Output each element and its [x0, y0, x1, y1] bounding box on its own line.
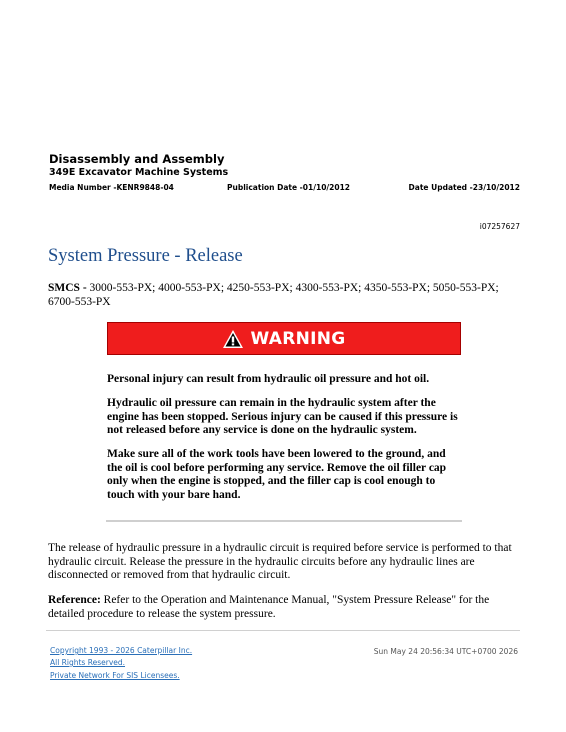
warning-label: WARNING	[250, 328, 346, 349]
reference-text: Refer to the Operation and Maintenance Manual, "System Pressure Release" for the detailed procedure to release the system pressure.	[48, 594, 490, 620]
publication-date: Publication Date -01/10/2012	[227, 183, 351, 192]
copyright-link[interactable]: Copyright 1993 - 2026 Caterpillar Inc.	[50, 646, 193, 655]
network-link[interactable]: Private Network For SIS Licensees.	[50, 671, 180, 680]
document-id: i07257627	[479, 222, 520, 231]
footer-rights	[50, 658, 125, 667]
footer-divider	[46, 630, 520, 631]
reference-paragraph	[48, 594, 520, 621]
warning-divider	[106, 520, 462, 522]
smcs-codes	[48, 281, 518, 309]
document-meta-row	[49, 183, 520, 195]
page-title: System Pressure - Release	[48, 246, 243, 266]
date-updated: Date Updated -23/10/2012	[408, 183, 520, 192]
smcs-label: SMCS -	[48, 282, 87, 294]
warning-triangle-icon	[222, 329, 244, 349]
warning-paragraph-2: Hydraulic oil pressure can remain in the hydraulic system after the engine has been stopped. Serious injury can be caused if this pressure is not released before any service is done on the hydraulic system.	[107, 397, 458, 436]
warning-banner	[107, 322, 461, 355]
document-title: Disassembly and Assembly	[49, 152, 225, 166]
warning-paragraph-1: Personal injury can result from hydraulic oil pressure and hot oil.	[107, 373, 430, 385]
document-subtitle: 349E Excavator Machine Systems	[49, 167, 229, 178]
body-paragraph: The release of hydraulic pressure in a hydraulic circuit is required before service is performed to that hydraulic circuit. Release the pressure in the hydraulic circuits before any hydraulic lines are disconnected or removed from that hydraulic circuit.	[48, 542, 512, 581]
footer-copyright	[50, 646, 192, 655]
rights-link[interactable]: All Rights Reserved.	[50, 658, 126, 667]
footer-timestamp: Sun May 24 20:56:34 UTC+0700 2026	[373, 647, 518, 656]
footer-network	[50, 671, 180, 680]
warning-paragraph-3: Make sure all of the work tools have been lowered to the ground, and the oil is cool before performing any service. Remove the oil filler cap only when the engine is stopped, and the filler cap is cool enough to touch with your bare hand.	[107, 448, 447, 501]
reference-label: Reference:	[48, 594, 101, 606]
smcs-code-list: 3000-553-PX; 4000-553-PX; 4250-553-PX; 4300-553-PX; 4350-553-PX; 5050-553-PX; 6700-553-PX	[48, 282, 499, 308]
media-number: Media Number -KENR9848-04	[49, 183, 174, 192]
